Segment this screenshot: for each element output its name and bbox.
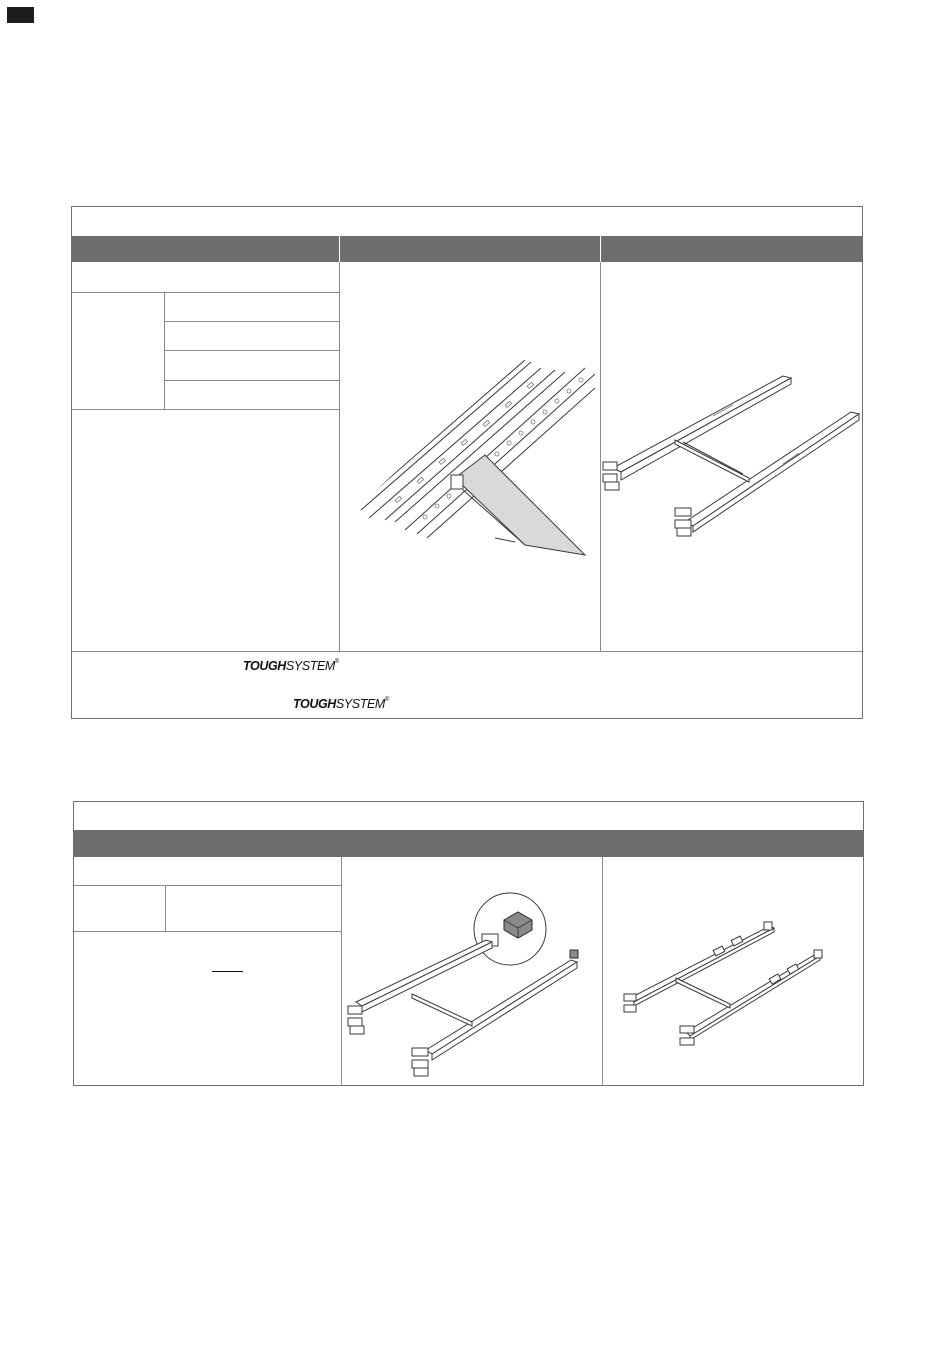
table2-row-line <box>74 931 341 932</box>
table2-col-line-1 <box>341 857 342 1085</box>
table2-col-line-2 <box>602 857 603 1085</box>
table2-header-bar <box>74 830 863 857</box>
table2-row-line <box>74 885 341 886</box>
rail-frame-with-connectors-icon <box>620 920 840 1050</box>
toughsystem-logo: TOUGHSYSTEM® <box>293 697 389 711</box>
table1-header-sep-1 <box>339 236 340 262</box>
rail-track-close-up-icon <box>355 360 595 560</box>
underline-mark <box>212 971 243 972</box>
table1-row-line <box>164 321 339 322</box>
table1-subcol-line <box>164 292 165 410</box>
table1-header-sep-2 <box>600 236 601 262</box>
rail-frame-assembly-icon <box>603 370 861 540</box>
table2-subcol-line <box>165 885 166 931</box>
table1-col-line-1 <box>339 262 340 651</box>
toughsystem-logo: TOUGHSYSTEM® <box>243 659 339 673</box>
table1-col-line-2 <box>600 262 601 651</box>
rail-frame-with-end-cap-detail-icon <box>346 890 596 1080</box>
page-corner-mark <box>7 7 34 23</box>
table1-row-line <box>164 380 339 381</box>
table1-footer-line <box>72 651 862 652</box>
table1-row-line <box>72 409 339 410</box>
table1-header-bar <box>72 236 862 262</box>
table1-row-line <box>164 350 339 351</box>
table1-row-line <box>72 292 339 293</box>
